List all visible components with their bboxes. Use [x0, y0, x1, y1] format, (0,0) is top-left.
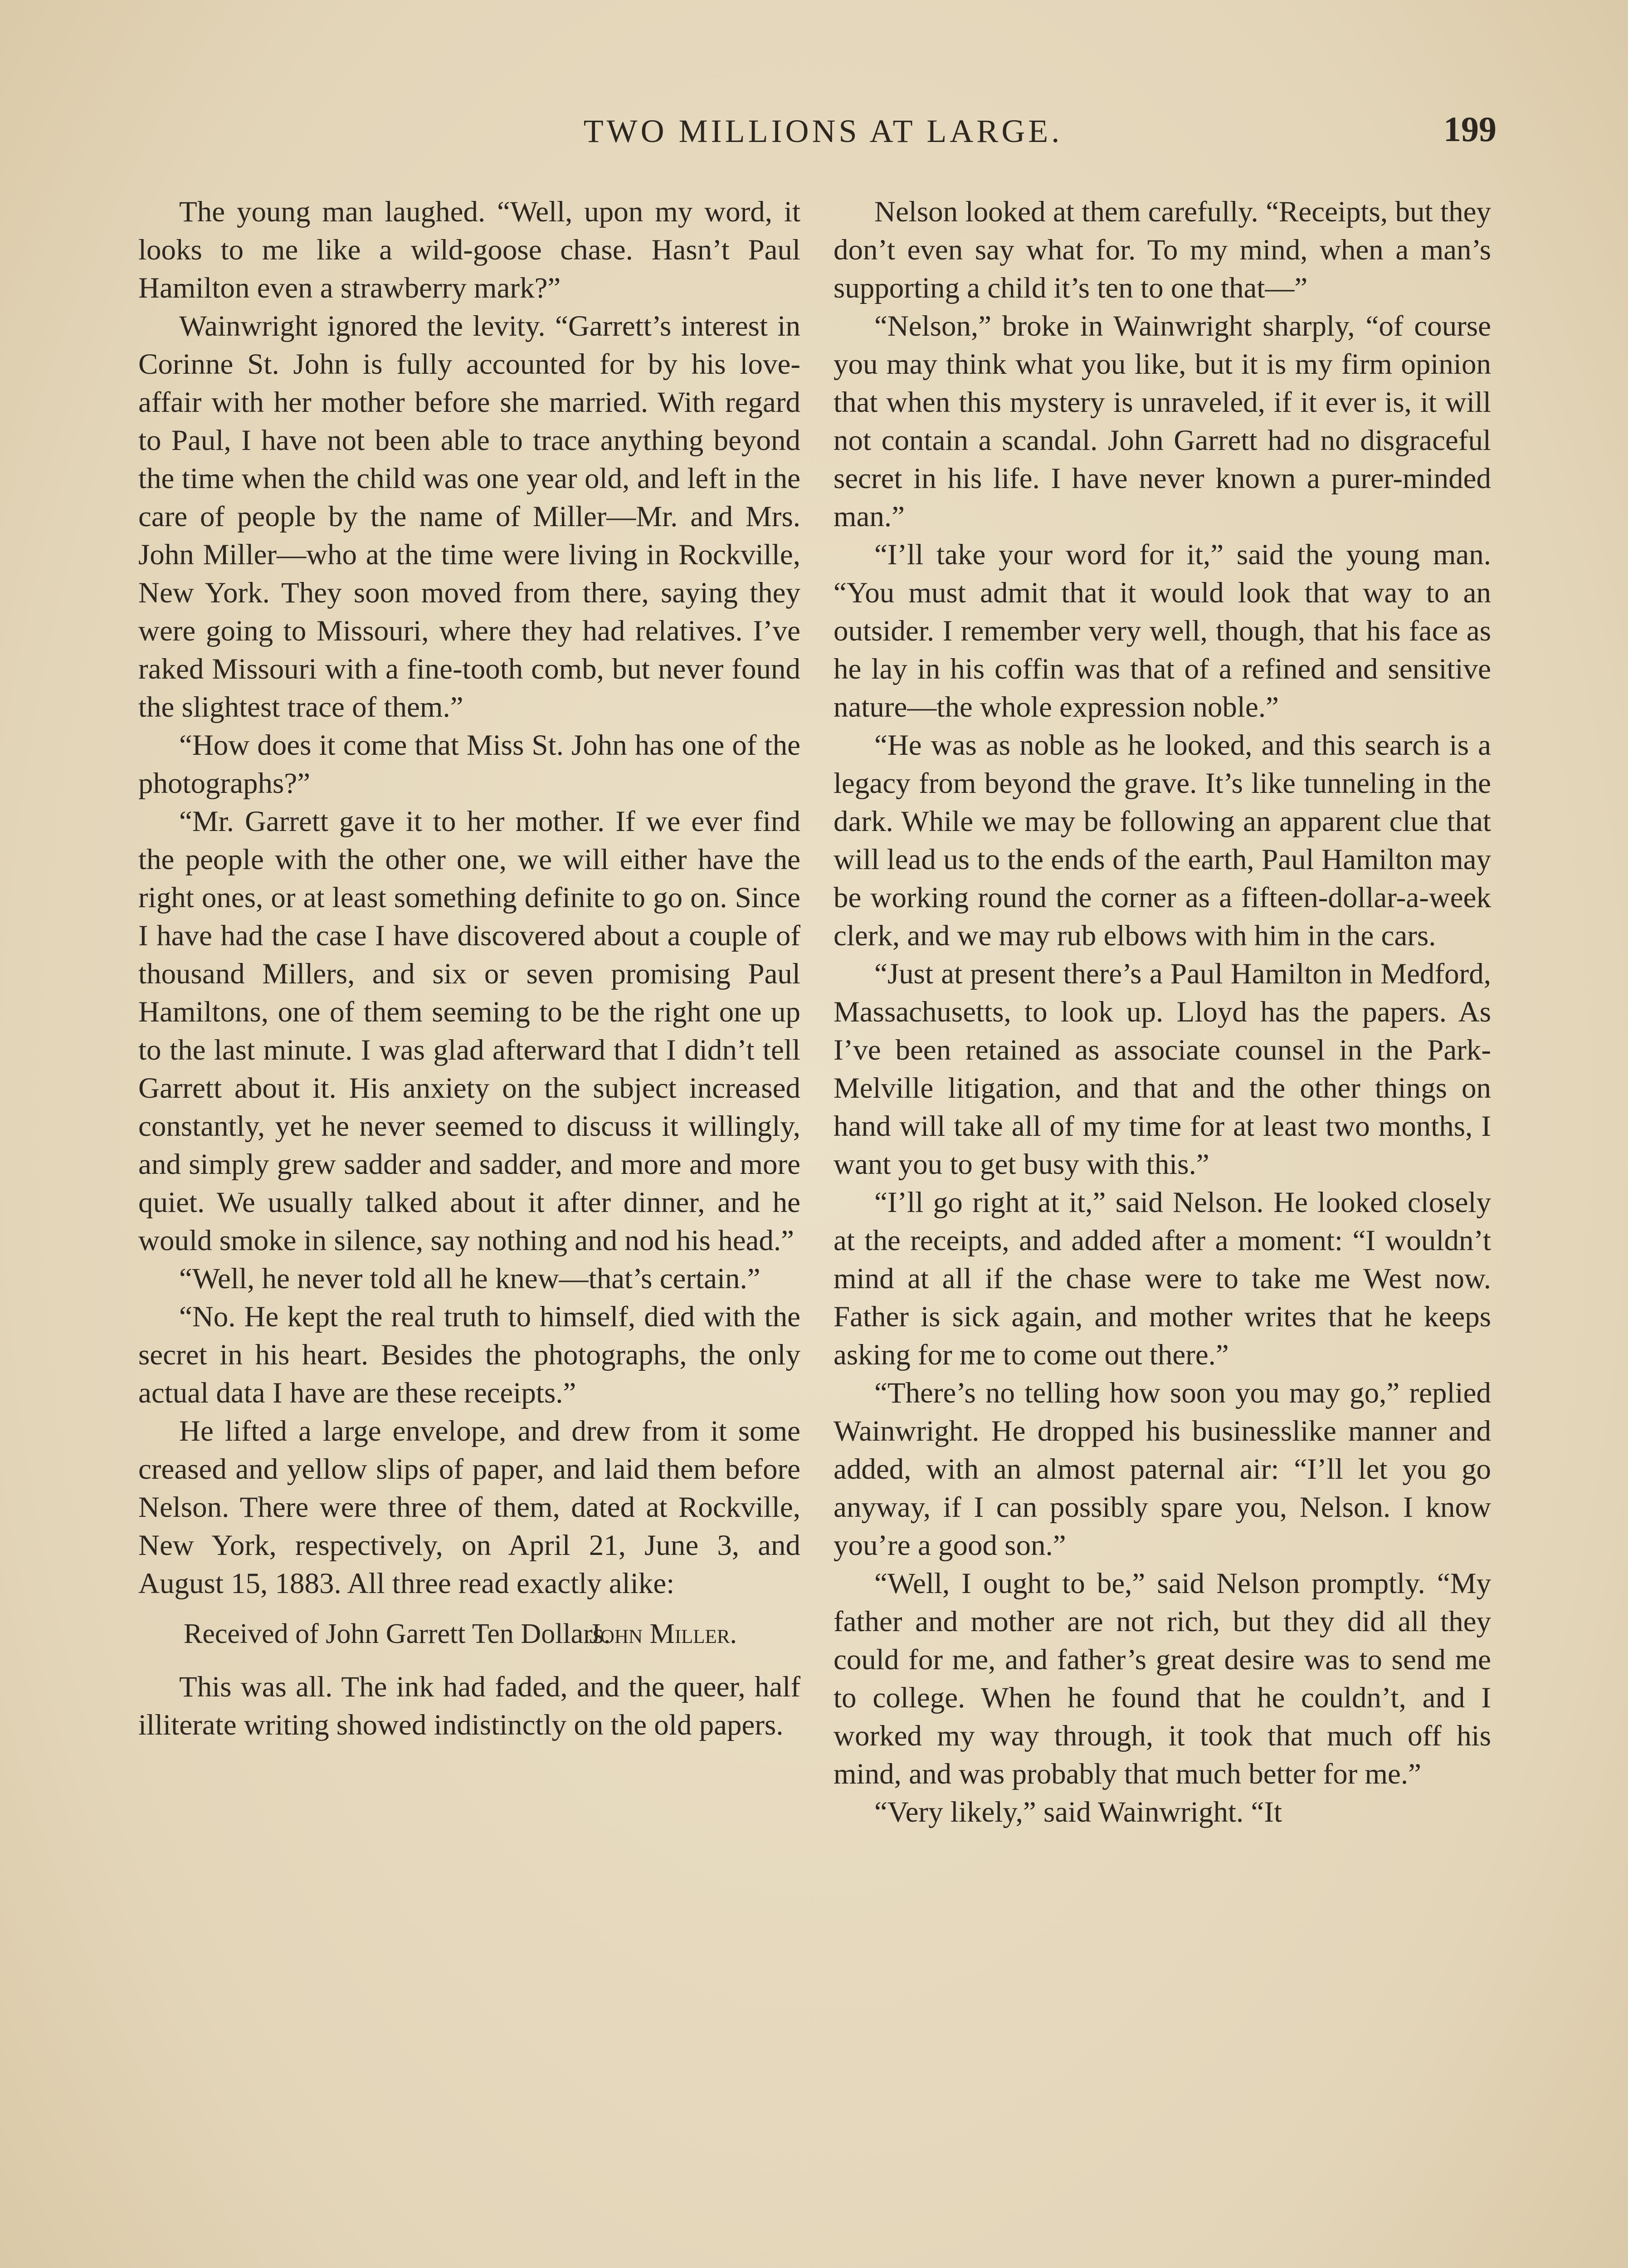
paragraph: “Mr. Garrett gave it to her mother. If we ever find the people with the other one, we will either have the right ones, or at least something definite to go on. Since I have had the case I have discovered about a couple of thousand Millers, and six or seven promising Paul Hamiltons, one of them seeming to be the right one up to the last minute. I was glad afterward that I didn’t tell Garrett about it. His anxiety on the subject increased constantly, yet he never seemed to discuss it willingly, and simply grew sadder and sadder, and more and more quiet. We usually talked about it after dinner, and he would smoke in silence, say nothing and nod his head.” [138, 805, 800, 1257]
paragraph: “I’ll take your word for it,” said the young man. “You must admit that it would look that way to an outsider. I remember very well, though, that his face as he lay in his coffin was that of a refined and sensitive nature—the whole expression noble.” [833, 538, 1491, 723]
paragraph: “Well, I ought to be,” said Nelson promptly. “My father and mother are not rich, but they did all they could for me, and father’s great desire was to send me to college. When he found that he couldn’t, and I worked my way through, it took that much off his mind, and was probably that much better for me.” [833, 1567, 1491, 1790]
paragraph: “He was as noble as he looked, and this search is a legacy from beyond the grave. It’s like tunneling in the dark. While we may be following an apparent clue that will lead us to the ends of the earth, Paul Hamilton may be working round the corner as a fifteen-dollar-a-week clerk, and we may rub elbows with him in the cars. [833, 729, 1491, 952]
paragraph: Wainwright ignored the levity. “Garrett’s interest in Corinne St. John is fully accounted for by his love-affair with her mother before she married. With regard to Paul, I have not been able to trace anything beyond the time when the child was one year old, and left in the care of people by the name of Miller—Mr. and Mrs. John Miller—who at the time were living in Rockville, New York. They soon moved from there, saying they were going to Missouri, where they had relatives. I’ve raked Missouri with a fine-tooth comb, but never found the slightest trace of them.” [138, 310, 800, 723]
running-title: TWO MILLIONS AT LARGE. [583, 113, 1063, 149]
receipt-signature: John Miller. [589, 1618, 737, 1649]
paragraph: “There’s no telling how soon you may go,” replied Wainwright. He dropped his businesslike manner and added, with an almost paternal air: “I’ll let you go anyway, if I can possibly spare you, Nelson. I know you’re a good son.” [833, 1377, 1491, 1562]
paragraph: “No. He kept the real truth to himself, died with the secret in his heart. Besides the photographs, the only actual data I have are these receipts.” [138, 1300, 800, 1409]
receipt-quote [184, 1615, 773, 1652]
paragraph: “Nelson,” broke in Wainwright sharply, “of course you may think what you like, but it is my firm opinion that when this mystery is unraveled, if it ever is, it will not contain a scandal. John Garrett had no disgraceful secret in his life. I have never known a purer-minded man.” [833, 310, 1491, 533]
left-column [138, 193, 800, 1744]
paragraph: This was all. The ink had faded, and the queer, half illiterate writing showed indistinctly on the old papers. [138, 1671, 800, 1741]
paragraph: “Very likely,” said Wainwright. “It [874, 1796, 1282, 1828]
paragraph: “Well, he never told all he knew—that’s certain.” [179, 1262, 760, 1295]
paragraph: “How does it come that Miss St. John has one of the photographs?” [138, 729, 800, 800]
paragraph: “Just at present there’s a Paul Hamilton in Medford, Massachusetts, to look up. Lloyd has the papers. As I’ve been retained as associate counsel in the Park-Melville litigation, and that and the other things on hand will take all of my time for at least two months, I want you to get busy with this.” [833, 958, 1491, 1181]
page-number: 199 [1443, 109, 1496, 149]
right-column [833, 193, 1491, 1831]
paragraph: He lifted a large envelope, and drew from it some creased and yellow slips of paper, and laid them before Nelson. There were three of them, dated at Rockville, New York, respectively, on April 21, June 3, and August 15, 1883. All three read exactly alike: [138, 1415, 800, 1600]
paragraph: “I’ll go right at it,” said Nelson. He looked closely at the receipts, and added after a moment: “I wouldn’t mind at all if the chase were to take me West now. Father is sick again, and mother writes that he keeps asking for me to come out there.” [833, 1186, 1491, 1371]
paragraph: Nelson looked at them carefully. “Receipts, but they don’t even say what for. To my mind, when a man’s supporting a child it’s ten to one that—” [833, 196, 1491, 304]
receipt-text: Received of John Garrett Ten Dollars. [184, 1618, 611, 1649]
paragraph: The young man laughed. “Well, upon my word, it looks to me like a wild-goose chase. Hasn’t Paul Hamilton even a strawberry mark?” [138, 196, 800, 304]
